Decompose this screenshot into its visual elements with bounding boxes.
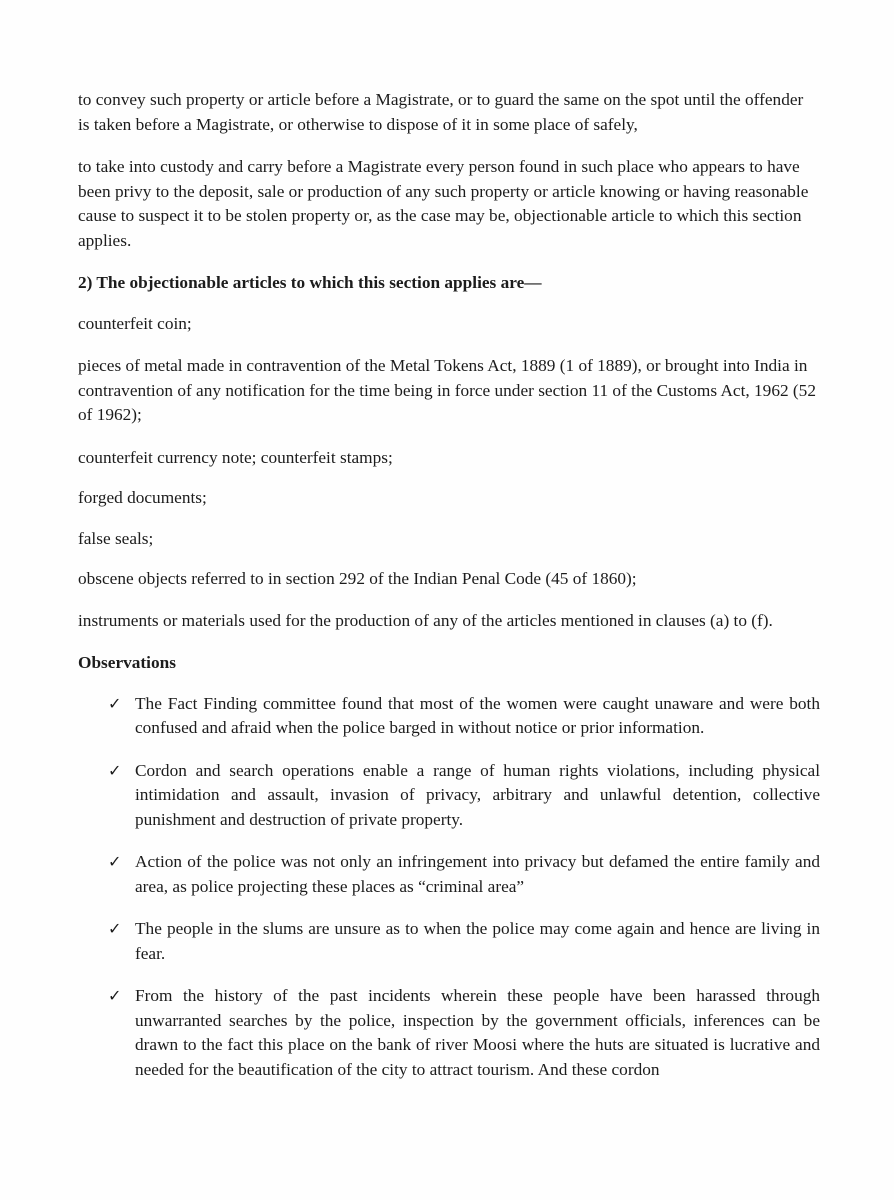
check-mark-icon: ✓ — [108, 919, 122, 938]
article-item: instruments or materials used for the production of any of the articles mentioned in clauses (a) to (f). — [78, 610, 773, 630]
check-mark-icon: ✓ — [108, 693, 122, 713]
check-mark-icon: ✓ — [108, 986, 122, 1005]
article-item: false seals; — [78, 528, 154, 548]
observation-item — [78, 850, 820, 899]
check-mark-icon: ✓ — [108, 852, 122, 871]
observation-text: From the history of the past incidents wherein these people have been harassed through unwarranted searches by the police, inspection by the government officials, inferences can be drawn to the fact this place on the bank of river Moosi where the huts are situated is lucrative and needed for the beautification of the city to attract tourism. And these cordon — [135, 986, 820, 1079]
observation-text: The Fact Finding committee found that most of the women were caught unaware and were both confused and afraid when the police barged in without notice or prior information. — [135, 693, 820, 737]
article-item: counterfeit coin; — [78, 313, 192, 333]
observation-item — [78, 692, 820, 741]
observation-item — [78, 984, 820, 1082]
article-item: counterfeit currency note; counterfeit stamps; — [78, 447, 393, 467]
check-mark-icon: ✓ — [108, 760, 122, 780]
section-heading-objectionable-articles: 2) The objectionable articles to which this section applies are— — [78, 273, 542, 292]
observation-text: Action of the police was not only an infringement into privacy but defamed the entire family and area, as police projecting these places as “criminal area” — [135, 852, 820, 896]
article-item: forged documents; — [78, 488, 207, 507]
article-item: obscene objects referred to in section 292 of the Indian Penal Code (45 of 1860); — [78, 569, 637, 588]
article-item: pieces of metal made in contravention of the Metal Tokens Act, 1889 (1 of 1889), or brought into India in contravention of any notification for the time being in force under section 11 of the Customs Act, 1962 (52 of 1962); — [78, 356, 816, 424]
observation-item — [78, 759, 820, 833]
observation-item — [78, 917, 820, 966]
paragraph-custody: to take into custody and carry before a Magistrate every person found in such place who appears to have been privy to the deposit, sale or production of any such property or article knowing or having reasonable cause to suspect it to be stolen property or, as the case may be, objectionable article to which this section applies. — [78, 157, 809, 250]
observations-heading: Observations — [78, 653, 176, 672]
observations-list — [78, 692, 820, 1083]
observation-text: The people in the slums are unsure as to when the police may come again and hence are living in fear. — [135, 919, 820, 963]
paragraph-convey-property: to convey such property or article before a Magistrate, or to guard the same on the spot until the offender is taken before a Magistrate, or otherwise to dispose of it in some place of safely, — [78, 90, 804, 134]
page-content — [78, 88, 820, 1082]
observation-text: Cordon and search operations enable a range of human rights violations, including physical intimidation and assault, invasion of privacy, arbitrary and unlawful detention, collective punishment and destruction of private property. — [135, 760, 820, 829]
